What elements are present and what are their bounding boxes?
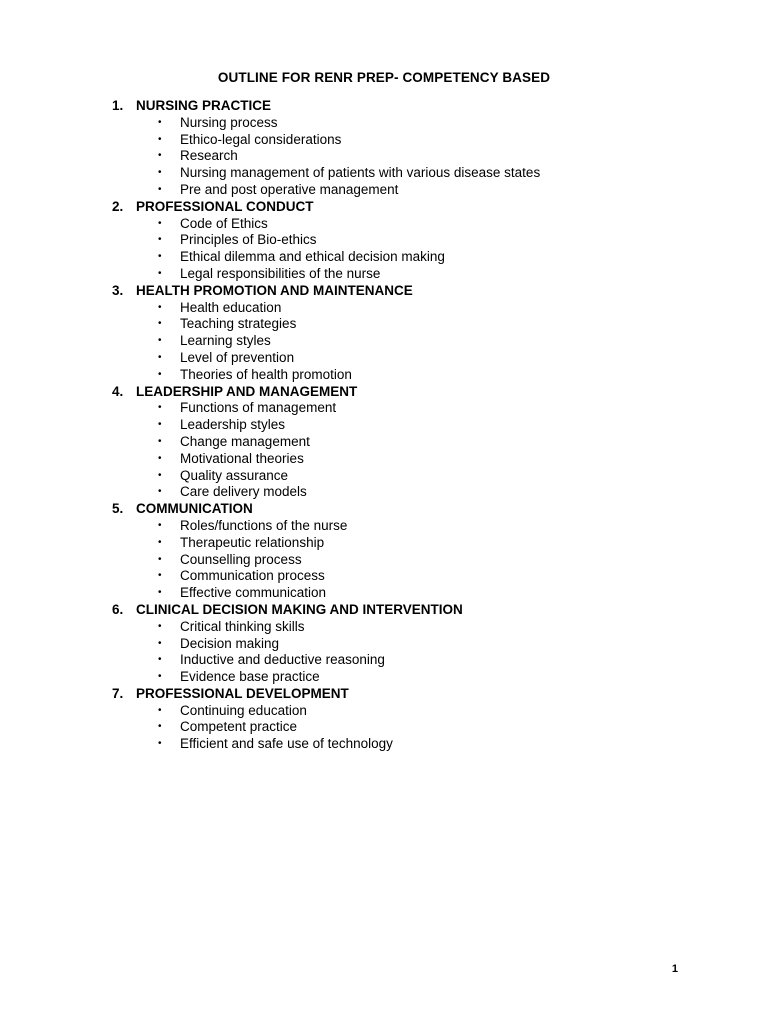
section-heading bbox=[112, 384, 540, 401]
list-item-text: Inductive and deductive reasoning bbox=[180, 652, 385, 668]
section-number: 3. bbox=[112, 282, 124, 298]
list-item-text: Roles/functions of the nurse bbox=[180, 517, 348, 533]
list-item bbox=[158, 232, 540, 249]
section-heading-text: NURSING PRACTICE bbox=[136, 98, 272, 113]
list-item bbox=[158, 350, 540, 367]
list-item bbox=[158, 719, 540, 736]
list-item-text: Research bbox=[180, 148, 238, 164]
bullet-icon: • bbox=[158, 267, 162, 279]
bullet-icon: • bbox=[158, 183, 162, 195]
list-item-text: Legal responsibilities of the nurse bbox=[180, 265, 381, 281]
outline-section bbox=[112, 686, 540, 753]
list-item bbox=[158, 316, 540, 333]
list-item-text: Teaching strategies bbox=[180, 316, 297, 332]
bullet-icon: • bbox=[158, 637, 162, 649]
section-number: 7. bbox=[112, 685, 124, 701]
list-item bbox=[158, 619, 540, 636]
bullet-icon: • bbox=[158, 116, 162, 128]
section-heading-text: LEADERSHIP AND MANAGEMENT bbox=[136, 383, 358, 399]
list-item-text: Functions of management bbox=[180, 400, 337, 416]
outline-section bbox=[112, 384, 540, 502]
list-item-text: Principles of Bio-ethics bbox=[180, 232, 317, 248]
list-item bbox=[158, 417, 540, 434]
bullet-icon: • bbox=[158, 150, 162, 162]
list-item bbox=[158, 518, 540, 535]
list-item-text: Code of Ethics bbox=[180, 215, 268, 231]
section-item-list bbox=[112, 115, 540, 199]
list-item-text: Theories of health promotion bbox=[180, 366, 352, 382]
bullet-icon: • bbox=[158, 620, 162, 632]
bullet-icon: • bbox=[158, 570, 162, 582]
section-item-list bbox=[112, 216, 540, 283]
list-item-text: Pre and post operative management bbox=[180, 181, 399, 197]
list-item bbox=[158, 132, 540, 149]
list-item-text: Decision making bbox=[180, 635, 280, 651]
section-heading-text: CLINICAL DECISION MAKING AND INTERVENTION bbox=[136, 601, 463, 617]
section-item-list bbox=[112, 619, 540, 686]
bullet-icon: • bbox=[158, 587, 162, 599]
outline-section bbox=[112, 501, 540, 602]
list-item-text: Effective communication bbox=[180, 585, 327, 601]
bullet-icon: • bbox=[158, 167, 162, 179]
bullet-icon: • bbox=[158, 654, 162, 666]
list-item-text: Efficient and safe use of technology bbox=[180, 736, 393, 752]
section-number: 2. bbox=[112, 198, 124, 214]
outline-list bbox=[112, 98, 540, 753]
bullet-icon: • bbox=[158, 217, 162, 229]
list-item-text: Quality assurance bbox=[180, 467, 289, 483]
list-item bbox=[158, 652, 540, 669]
list-item bbox=[158, 333, 540, 350]
section-number: 4. bbox=[112, 383, 124, 399]
list-item bbox=[158, 165, 540, 182]
list-item bbox=[158, 451, 540, 468]
list-item-text: Critical thinking skills bbox=[180, 618, 305, 634]
outline-section bbox=[112, 199, 540, 283]
list-item bbox=[158, 434, 540, 451]
list-item-text: Nursing process bbox=[180, 114, 278, 130]
list-item bbox=[158, 115, 540, 132]
list-item-text: Competent practice bbox=[180, 719, 298, 735]
bullet-icon: • bbox=[158, 301, 162, 313]
bullet-icon: • bbox=[158, 251, 162, 263]
bullet-icon: • bbox=[158, 671, 162, 683]
section-number: 5. bbox=[112, 501, 124, 517]
list-item bbox=[158, 703, 540, 720]
section-heading bbox=[112, 686, 540, 703]
list-item-text: Continuing education bbox=[180, 702, 307, 718]
bullet-icon: • bbox=[158, 318, 162, 330]
list-item bbox=[158, 367, 540, 384]
section-heading bbox=[112, 501, 540, 518]
section-item-list bbox=[112, 400, 540, 501]
section-number: 1. bbox=[112, 98, 124, 113]
list-item bbox=[158, 300, 540, 317]
list-item-text: Motivational theories bbox=[180, 450, 304, 466]
list-item bbox=[158, 468, 540, 485]
list-item-text: Level of prevention bbox=[180, 349, 295, 365]
bullet-icon: • bbox=[158, 519, 162, 531]
section-heading bbox=[112, 98, 540, 115]
list-item bbox=[158, 266, 540, 283]
list-item-text: Learning styles bbox=[180, 333, 271, 349]
list-item-text: Care delivery models bbox=[180, 484, 307, 500]
bullet-icon: • bbox=[158, 133, 162, 145]
bullet-icon: • bbox=[158, 368, 162, 380]
list-item bbox=[158, 736, 540, 753]
section-item-list bbox=[112, 518, 540, 602]
list-item-text: Ethico-legal considerations bbox=[180, 131, 342, 147]
bullet-icon: • bbox=[158, 486, 162, 498]
bullet-icon: • bbox=[158, 469, 162, 481]
list-item-text: Therapeutic relationship bbox=[180, 534, 325, 550]
section-heading-text: HEALTH PROMOTION AND MAINTENANCE bbox=[136, 282, 413, 298]
list-item bbox=[158, 585, 540, 602]
bullet-icon: • bbox=[158, 553, 162, 565]
section-heading-text: COMMUNICATION bbox=[136, 501, 253, 517]
list-item-text: Health education bbox=[180, 299, 282, 315]
outline-section bbox=[112, 602, 540, 686]
list-item bbox=[158, 535, 540, 552]
list-item bbox=[158, 484, 540, 501]
list-item bbox=[158, 568, 540, 585]
section-heading-text: PROFESSIONAL DEVELOPMENT bbox=[136, 685, 349, 701]
bullet-icon: • bbox=[158, 738, 162, 750]
list-item-text: Communication process bbox=[180, 568, 325, 584]
list-item-text: Ethical dilemma and ethical decision making bbox=[180, 249, 445, 265]
page-number: 1 bbox=[671, 963, 678, 975]
bullet-icon: • bbox=[158, 234, 162, 246]
section-heading bbox=[112, 602, 540, 619]
list-item bbox=[158, 182, 540, 199]
list-item bbox=[158, 636, 540, 653]
bullet-icon: • bbox=[158, 536, 162, 548]
document-title: OUTLINE FOR RENR PREP- COMPETENCY BASED bbox=[217, 70, 551, 85]
outline-section bbox=[112, 98, 540, 199]
section-heading bbox=[112, 283, 540, 300]
section-item-list bbox=[112, 300, 540, 384]
list-item-text: Evidence base practice bbox=[180, 669, 320, 685]
bullet-icon: • bbox=[158, 402, 162, 414]
section-heading-text: PROFESSIONAL CONDUCT bbox=[136, 198, 314, 214]
list-item-text: Nursing management of patients with various disease states bbox=[180, 165, 541, 181]
bullet-icon: • bbox=[158, 435, 162, 447]
list-item bbox=[158, 400, 540, 417]
bullet-icon: • bbox=[158, 452, 162, 464]
bullet-icon: • bbox=[158, 721, 162, 733]
outline-section bbox=[112, 283, 540, 384]
list-item-text: Leadership styles bbox=[180, 417, 286, 433]
list-item-text: Change management bbox=[180, 433, 310, 449]
section-heading bbox=[112, 199, 540, 216]
bullet-icon: • bbox=[158, 704, 162, 716]
list-item-text: Counselling process bbox=[180, 551, 302, 567]
section-item-list bbox=[112, 703, 540, 753]
bullet-icon: • bbox=[158, 419, 162, 431]
section-number: 6. bbox=[112, 601, 124, 617]
bullet-icon: • bbox=[158, 351, 162, 363]
list-item bbox=[158, 552, 540, 569]
list-item bbox=[158, 669, 540, 686]
list-item bbox=[158, 148, 540, 165]
bullet-icon: • bbox=[158, 335, 162, 347]
list-item bbox=[158, 249, 540, 266]
list-item bbox=[158, 216, 540, 233]
